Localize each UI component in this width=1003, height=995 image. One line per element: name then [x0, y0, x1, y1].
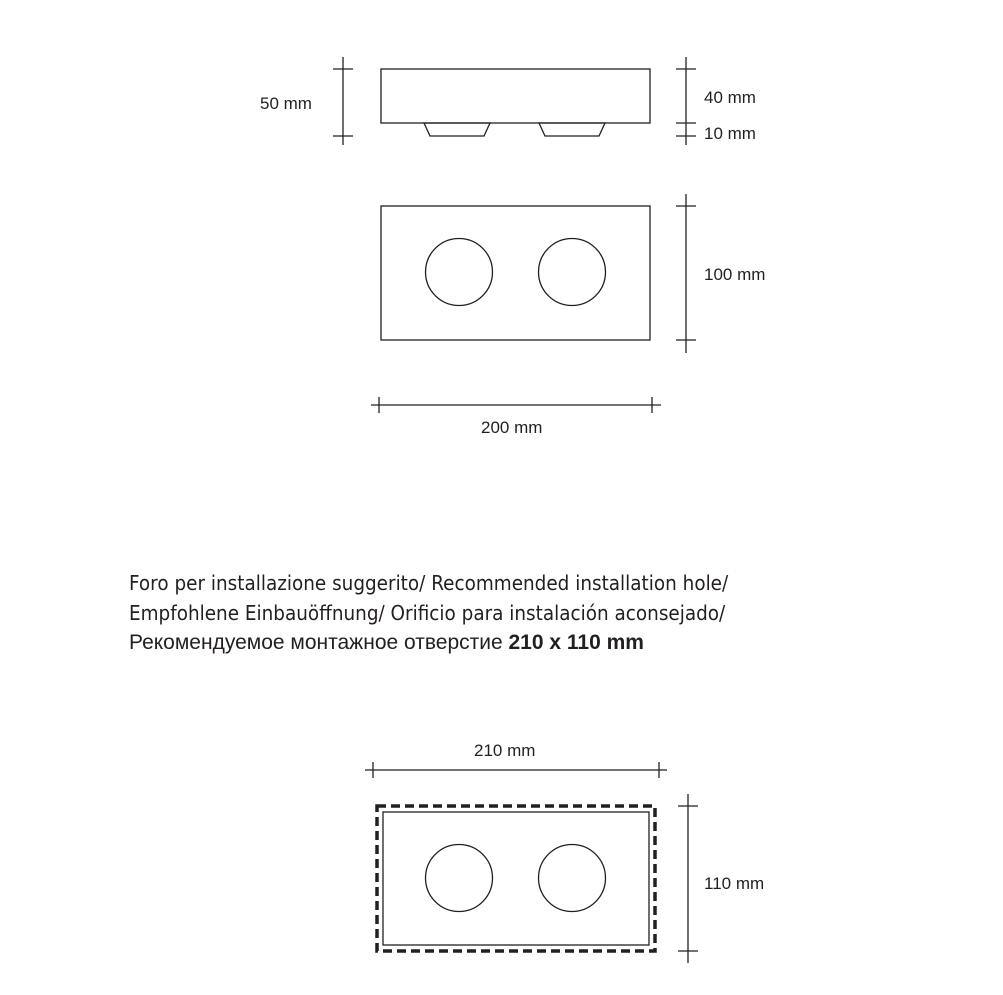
- top-view-spot-left: [426, 239, 493, 306]
- label-lens-height: 10 mm: [704, 124, 756, 143]
- label-cutout-width: 210 mm: [474, 741, 536, 760]
- top-view-spot-right: [539, 239, 606, 306]
- cutout-body: [383, 812, 649, 945]
- dim-line-cutout-height: [678, 794, 698, 963]
- cutout-spot-left: [426, 845, 493, 912]
- label-total-height: 50 mm: [260, 94, 312, 113]
- top-view: [381, 206, 650, 340]
- caption-hole-size: 210 x 110 mm: [508, 631, 644, 654]
- dim-line-body-height: [676, 57, 696, 145]
- side-view-lens-right: [539, 123, 605, 136]
- side-view-body: [381, 69, 650, 123]
- dim-line-cutout-width: [365, 762, 667, 778]
- cutout-dashed-outline: [377, 806, 655, 951]
- label-body-height: 40 mm: [704, 88, 756, 107]
- cutout-spot-right: [539, 845, 606, 912]
- label-top-height: 100 mm: [704, 265, 766, 284]
- caption-line-3: [129, 628, 989, 658]
- caption-line-2: Empfohlene Einbauöffnung/ Orificio para instalación aconsejado/: [129, 601, 726, 625]
- caption-line-3-text: Рекомендуемое монтажное отверстие: [129, 631, 509, 654]
- installation-caption: [129, 568, 989, 658]
- dim-line-top-width: [371, 397, 661, 413]
- side-view-lens-left: [424, 123, 490, 136]
- label-top-width: 200 mm: [481, 418, 543, 437]
- side-view: [381, 69, 650, 136]
- caption-line-1: Foro per installazione suggerito/ Recommended installation hole/: [129, 571, 729, 595]
- dim-line-total-height: [333, 57, 353, 145]
- cutout-view: [377, 806, 655, 951]
- top-view-body: [381, 206, 650, 340]
- label-cutout-height: 110 mm: [704, 874, 765, 893]
- dim-line-top-height: [676, 194, 696, 353]
